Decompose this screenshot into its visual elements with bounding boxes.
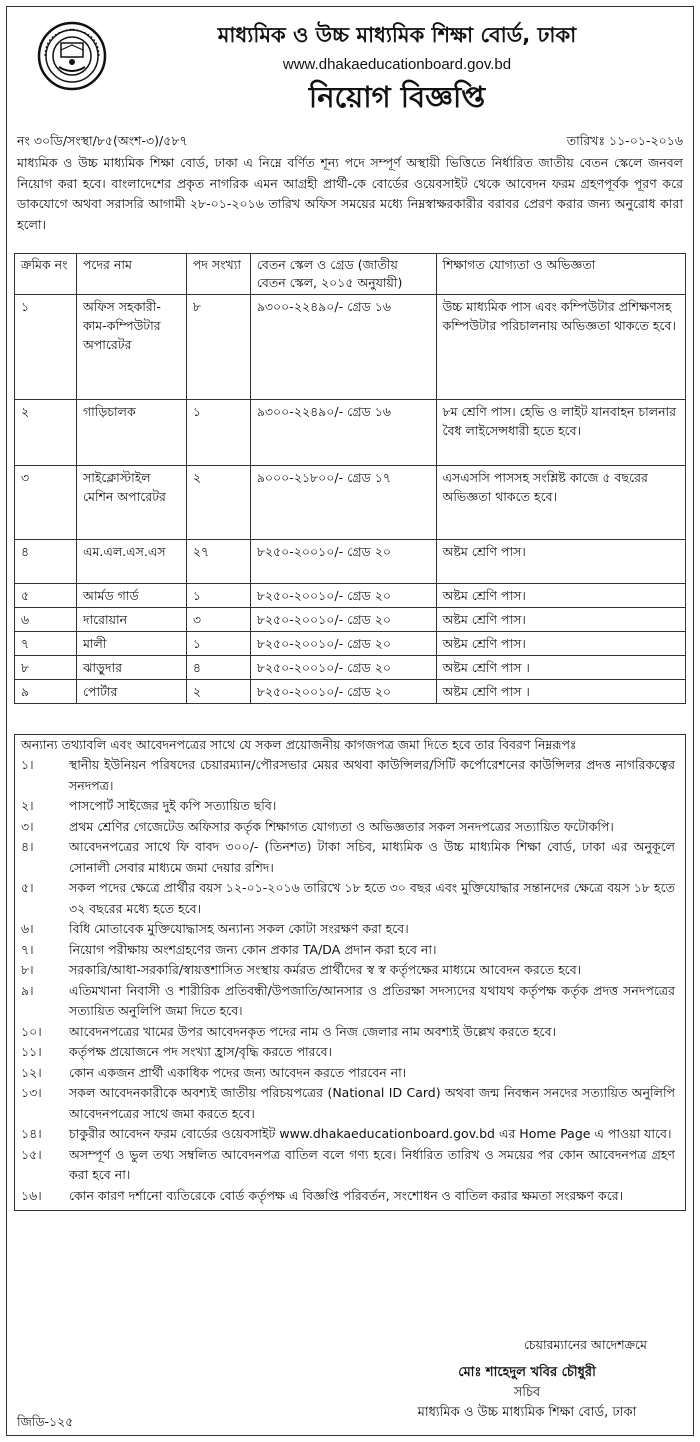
condition-item: [21, 1186, 679, 1207]
signer-title: সচিব: [513, 1385, 541, 1400]
cell-count: ৮: [186, 295, 250, 400]
cell-qualification: অষ্টম শ্রেণি পাস।: [436, 540, 685, 584]
condition-number: ১৪।: [21, 1126, 42, 1141]
cell-count: ২: [186, 680, 250, 704]
cell-post: অফিস সহকারী-কাম-কম্পিউটার অপারেটর: [76, 295, 186, 400]
cell-scale: ৯৩০০-২২৪৯০/- গ্রেড ১৬: [250, 400, 436, 466]
cell-serial: ২: [15, 400, 77, 466]
header-serial: ক্রমিক নং: [15, 254, 77, 295]
condition-item: [21, 1022, 679, 1043]
condition-text: স্থানীয় ইউনিয়ন পরিষদের চেয়ারম্যান/পৌরসভার মেয়র অথবা কাউন্সিলর/সিটি কর্পোরেশনের কাউন্সিলর প্রদত্ত নাগরিকত্বের সনদপত্র।: [69, 757, 675, 793]
cell-count: ২: [186, 466, 250, 540]
condition-item: [21, 878, 679, 919]
cell-serial: ৩: [15, 466, 77, 540]
cell-post: গাড়িচালক: [76, 400, 186, 466]
cell-scale: ৮২৫০-২০০১০/- গ্রেড ২০: [250, 608, 436, 632]
cell-post: পোর্টার: [76, 680, 186, 704]
org-name: মাধ্যমিক ও উচ্চ মাধ্যমিক শিক্ষা বোর্ড, ঢাকা: [217, 23, 577, 47]
condition-text: সকল পদের ক্ষেত্রে প্রার্থীর বয়স ১২-০১-২০১৬ তারিখে ১৮ হতে ৩০ বছর এবং মুক্তিযোদ্ধার সন্তানদের ক্ষেত্রে বয়স ১৮ হতে ৩২ বছরের মধ্যে হতে হবে।: [69, 880, 675, 916]
board-seal-logo: [37, 21, 107, 91]
condition-item: [21, 1063, 679, 1084]
cell-post: আর্মড গার্ড: [76, 584, 186, 608]
condition-text: পাসপোর্ট সাইজের দুই কপি সত্যায়িত ছবি।: [69, 798, 277, 813]
cell-count: ২৭: [186, 540, 250, 584]
condition-text: বিধি মোতাবেক মুক্তিযোদ্ধাসহ অন্যান্য সকল কোটা সংরক্ষণ করা হবে।: [69, 921, 409, 936]
condition-number: ১১।: [21, 1044, 42, 1059]
table-header-row: [15, 254, 686, 295]
condition-text: কোন কারণ দর্শানো ব্যতিরেকে বোর্ড কর্তৃপক্ষ এ বিজ্ঞপ্তি পরিবর্তন, সংশোধন ও বাতিল করার ক্ষমতা সংরক্ষণ করে।: [69, 1187, 624, 1203]
cell-serial: ১: [15, 295, 77, 400]
cell-post: এম.এল.এস.এস: [76, 540, 186, 584]
condition-item: [21, 1083, 679, 1124]
intro-paragraph: মাধ্যমিক ও উচ্চ মাধ্যমিক শিক্ষা বোর্ড, ঢাকা এ নিম্নে বর্ণিত শূন্য পদে সম্পূর্ণ অস্থায়ী ভিত্তিতে নির্ধারিত জাতীয় বেতন স্কেলে জনবল নিয়োগ করা হবে। বাংলাদেশের প্রকৃত নাগরিক এমন আগ্রহী প্রার্থী-কে বোর্ডের ওয়েবসাইট থেকে আবেদন ফরম গ্রহণপূর্বক পূরণ করে ডাকযোগে অথবা সরাসরি আগামী ২৮-০১-২০১৬ তারিখ অফিস সময়ের মধ্যে নিম্নস্বাক্ষরকারীর বরাবর প্রেরণ করার জন্য অনুরোধ কারা হলো।: [17, 155, 683, 232]
cell-serial: ৬: [15, 608, 77, 632]
condition-text: আবেদনপত্রের সাথে ফি বাবদ ৩০০/- (তিনশত) টাকা সচিব, মাধ্যমিক ও উচ্চ মাধ্যমিক শিক্ষা বোর্ড, ঢাকা এর অনুকূলে সোনালী সেবার মাধ্যমে জমা দেয়ার রশিদ।: [69, 839, 675, 875]
cell-scale: ৯০০০-২১৮০০/- গ্রেড ১৭: [250, 466, 436, 540]
cell-scale: ৮২৫০-২০০১০/- গ্রেড ২০: [250, 584, 436, 608]
condition-item: [21, 796, 679, 817]
condition-number: ৩।: [21, 818, 34, 834]
signer-office: মাধ্যমিক ও উচ্চ মাধ্যমিক শিক্ষা বোর্ড, ঢাকা: [417, 1405, 637, 1420]
cell-qualification: অষ্টম শ্রেণি পাস।: [436, 632, 685, 656]
condition-text: প্রথম শ্রেণির গেজেটেড অফিসার কর্তৃক শিক্ষাগত যোগ্যতা ও অভিজ্ঞতার সকল সনদপত্রের সত্যায়িত ফটোকপি।: [69, 818, 614, 834]
cell-serial: ৮: [15, 656, 77, 680]
condition-text: চাকুরীর আবেদন ফরম বোর্ডের ওয়েবসাইট www.dhakaeducationboard.gov.bd এর Home Page এ পাওয়া যাবে।: [69, 1126, 672, 1141]
cell-scale: ৮২৫০-২০০১০/- গ্রেড ২০: [250, 632, 436, 656]
cell-scale: ৯৩০০-২২৪৯০/- গ্রেড ১৬: [250, 295, 436, 400]
condition-number: ২।: [21, 798, 34, 813]
vacancy-table: [14, 253, 686, 704]
condition-number: ১৬।: [21, 1187, 42, 1203]
condition-number: ৭।: [21, 941, 34, 957]
cell-qualification: অষ্টম শ্রেণি পাস।: [436, 608, 685, 632]
condition-number: ১২।: [21, 1064, 42, 1080]
cell-qualification: অষ্টম শ্রেণি পাস।: [436, 584, 685, 608]
condition-number: ৯।: [21, 982, 34, 998]
condition-number: ১।: [21, 757, 34, 772]
cell-qualification: ৮ম শ্রেণি পাস। হেভি ও লাইট যানবাহন চালনার বৈধ লাইসেন্সধারী হতে হবে।: [436, 400, 685, 466]
memo-number: নং ৩০ডি/সংস্থা/৮৫(অংশ-৩)/৫৮৭: [17, 133, 188, 148]
condition-item: [21, 1042, 679, 1063]
signature-block: [387, 1363, 667, 1423]
table-row: [15, 632, 686, 656]
condition-text: সরকারি/আধা-সরকারি/স্বায়ত্তশাসিত সংস্থায় কর্মরত প্রার্থীদের স্ব স্ব কর্তৃপক্ষের মাধ্যমে আবেদন করতে হবে।: [69, 962, 582, 977]
cell-post: দারোয়ান: [76, 608, 186, 632]
condition-number: ৮।: [21, 962, 34, 977]
condition-item: [21, 755, 679, 796]
cell-scale: ৮২৫০-২০০১০/- গ্রেড ২০: [250, 540, 436, 584]
condition-text: এতিমখানা নিবাসী ও শারীরিক প্রতিবন্ধী/উপজাতি/আনসার ও প্রতিরক্ষা সদস্যদের যথাযথ কর্তৃপক্ষ কর্তৃক প্রদত্ত সনদপত্রের সত্যায়িত অনুলিপি জমা দিতে হবে।: [69, 982, 675, 1018]
condition-text: অসম্পূর্ণ ও ভুল তথ্য সম্বলিত আবেদনপত্র বাতিল বলে গণ্য হবে। নির্ধারিত তারিখ ও সময়ের পর কোন আবেদনপত্র গ্রহণ করা হবে না।: [69, 1146, 675, 1182]
notice-page: [6, 6, 694, 1436]
cell-post: মালী: [76, 632, 186, 656]
reference-row: [17, 131, 683, 151]
table-row: [15, 584, 686, 608]
condition-text: কর্তৃপক্ষ প্রয়োজনে পদ সংখ্যা হ্রাস/বৃদ্ধি করতে পারবে।: [69, 1044, 333, 1059]
cell-count: ৩: [186, 608, 250, 632]
cell-qualification: এসএসসি পাসসহ সংশ্লিষ্ট কাজে ৫ বছরের অভিজ্ঞতা থাকতে হবে।: [436, 466, 685, 540]
website-url: www.dhakaeducationboard.gov.bd: [282, 56, 512, 73]
header-count: পদ সংখ্যা: [186, 254, 250, 295]
notice-title: নিয়োগ বিজ্ঞপ্তি: [308, 80, 486, 114]
cell-qualification: অষ্টম শ্রেণি পাস ।: [436, 680, 685, 704]
cell-count: ১: [186, 584, 250, 608]
header-scale: বেতন স্কেল ও গ্রেড (জাতীয় বেতন স্কেল, ২০১৫ অনুযায়ী): [250, 254, 436, 295]
cell-serial: ৯: [15, 680, 77, 704]
table-row: [15, 608, 686, 632]
cell-qualification: অষ্টম শ্রেণি পাস ।: [436, 656, 685, 680]
condition-item: [21, 960, 679, 981]
header-post: পদের নাম: [76, 254, 186, 295]
cell-count: ৪: [186, 656, 250, 680]
condition-item: [21, 837, 679, 878]
condition-number: ৫।: [21, 880, 34, 895]
cell-scale: ৮২৫০-২০০১০/- গ্রেড ২০: [250, 680, 436, 704]
table-row: [15, 400, 686, 466]
jd-code: জিডি-১২৫: [17, 1414, 74, 1429]
condition-number: ১৩।: [21, 1085, 42, 1100]
conditions-section: [14, 734, 686, 1211]
chairman-order: চেয়ারম্যানের আদেশক্রমে: [523, 1337, 647, 1352]
table-row: [15, 680, 686, 704]
notice-date: তারিখঃ ১১-০১-২০১৬: [566, 133, 683, 148]
condition-item: [21, 981, 679, 1022]
header-qualification: শিক্ষাগত যোগ্যতা ও অভিজ্ঞতা: [436, 254, 685, 295]
condition-text: আবেদনপত্রের খামের উপর আবেদনকৃত পদের নাম ও নিজ জেলার নাম অবশ্যই উল্লেখ করতে হবে।: [69, 1023, 556, 1039]
condition-number: ১০।: [21, 1023, 42, 1039]
condition-item: [21, 919, 679, 940]
condition-text: নিয়োগ পরীক্ষায় অংশগ্রহণের জন্য কোন প্রকার TA/DA প্রদান করা হবে না।: [69, 941, 437, 957]
cell-qualification: উচ্চ মাধ্যমিক পাস এবং কম্পিউটার প্রশিক্ষণসহ কম্পিউটার পরিচালনায় অভিজ্ঞতা থাকতে হবে।: [436, 295, 685, 400]
cell-serial: ৭: [15, 632, 77, 656]
table-row: [15, 540, 686, 584]
cell-count: ১: [186, 400, 250, 466]
cell-scale: ৮২৫০-২০০১০/- গ্রেড ২০: [250, 656, 436, 680]
cell-serial: ৪: [15, 540, 77, 584]
condition-item: [21, 940, 679, 961]
table-row: [15, 295, 686, 400]
condition-number: ৪।: [21, 839, 34, 854]
condition-item: [21, 1145, 679, 1186]
cell-post: ঝাড়ুদার: [76, 656, 186, 680]
condition-text: কোন একজন প্রার্থী একাধিক পদের জন্য আবেদন করতে পারবেন না।: [69, 1064, 407, 1080]
cell-serial: ৫: [15, 584, 77, 608]
signer-name: মোঃ শাহেদুল খবির চৌধুরী: [458, 1365, 596, 1380]
cell-post: সাইক্লোস্টাইল মেশিন অপারেটর: [76, 466, 186, 540]
condition-item: [21, 1124, 679, 1145]
condition-item: [21, 817, 679, 838]
table-row: [15, 656, 686, 680]
cell-count: ১: [186, 632, 250, 656]
condition-text: সকল আবেদনকারীকে অবশ্যই জাতীয় পরিচয়পত্রের (National ID Card) অথবা জন্ম নিবন্ধন সনদের সত্যায়িত অনুলিপি আবেদনপত্রের সাথে জমা করতে হবে।: [69, 1085, 675, 1121]
condition-number: ৬।: [21, 921, 34, 936]
table-row: [15, 466, 686, 540]
condition-number: ১৫।: [21, 1146, 42, 1162]
documents-intro: অন্যান্য তথ্যাবলি এবং আবেদনপত্রের সাথে যে সকল প্রয়োজনীয় কাগজপত্র জমা দিতে হবে তার বিবরণ নিম্নরূপঃ: [21, 737, 577, 752]
